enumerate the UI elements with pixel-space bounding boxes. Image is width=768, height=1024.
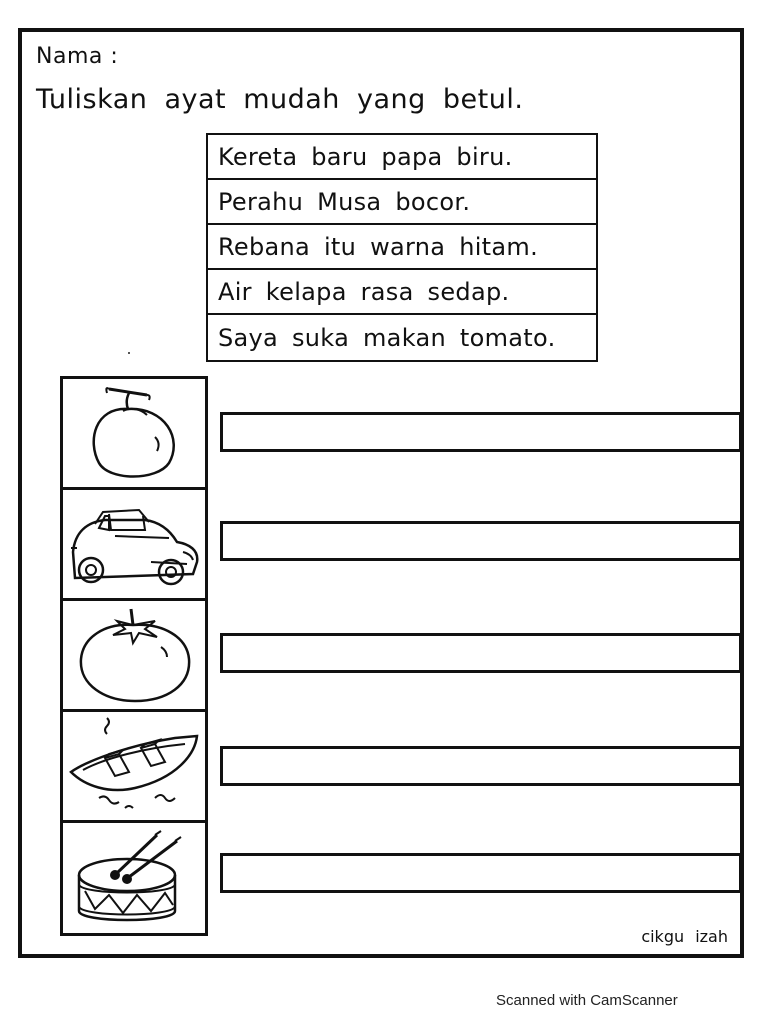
answer-line-4[interactable]	[220, 746, 742, 786]
sentence-option: Kereta baru papa biru.	[208, 135, 596, 180]
picture-cell-car	[63, 490, 205, 601]
picture-cell-boat	[63, 712, 205, 823]
author-credit: cikgu izah	[641, 927, 728, 946]
sentence-box	[206, 133, 598, 362]
worksheet-page	[18, 28, 744, 958]
car-icon	[65, 492, 203, 596]
answer-line-2[interactable]	[220, 521, 742, 561]
boat-icon	[65, 714, 203, 818]
sentence-option: Saya suka makan tomato.	[218, 323, 556, 352]
scanner-watermark: Scanned with CamScanner	[496, 992, 678, 1009]
instruction-title: Tuliskan ayat mudah yang betul.	[36, 84, 524, 115]
picture-column	[60, 376, 208, 936]
tomato-icon	[65, 603, 203, 707]
drum-icon	[65, 827, 203, 931]
name-label: Nama :	[36, 44, 119, 69]
answer-line-5[interactable]	[220, 853, 742, 893]
sentence-option: Perahu Musa bocor.	[208, 180, 596, 225]
answer-line-3[interactable]	[220, 633, 742, 673]
picture-cell-drum	[63, 823, 205, 934]
sentence-option: Rebana itu warna hitam.	[208, 225, 596, 270]
picture-cell-tomato	[63, 601, 205, 712]
sentence-option: Air kelapa rasa sedap.	[208, 270, 596, 315]
coconut-icon	[65, 381, 203, 485]
picture-cell-coconut	[63, 379, 205, 490]
answer-line-1[interactable]	[220, 412, 742, 452]
stray-dot	[128, 352, 130, 354]
